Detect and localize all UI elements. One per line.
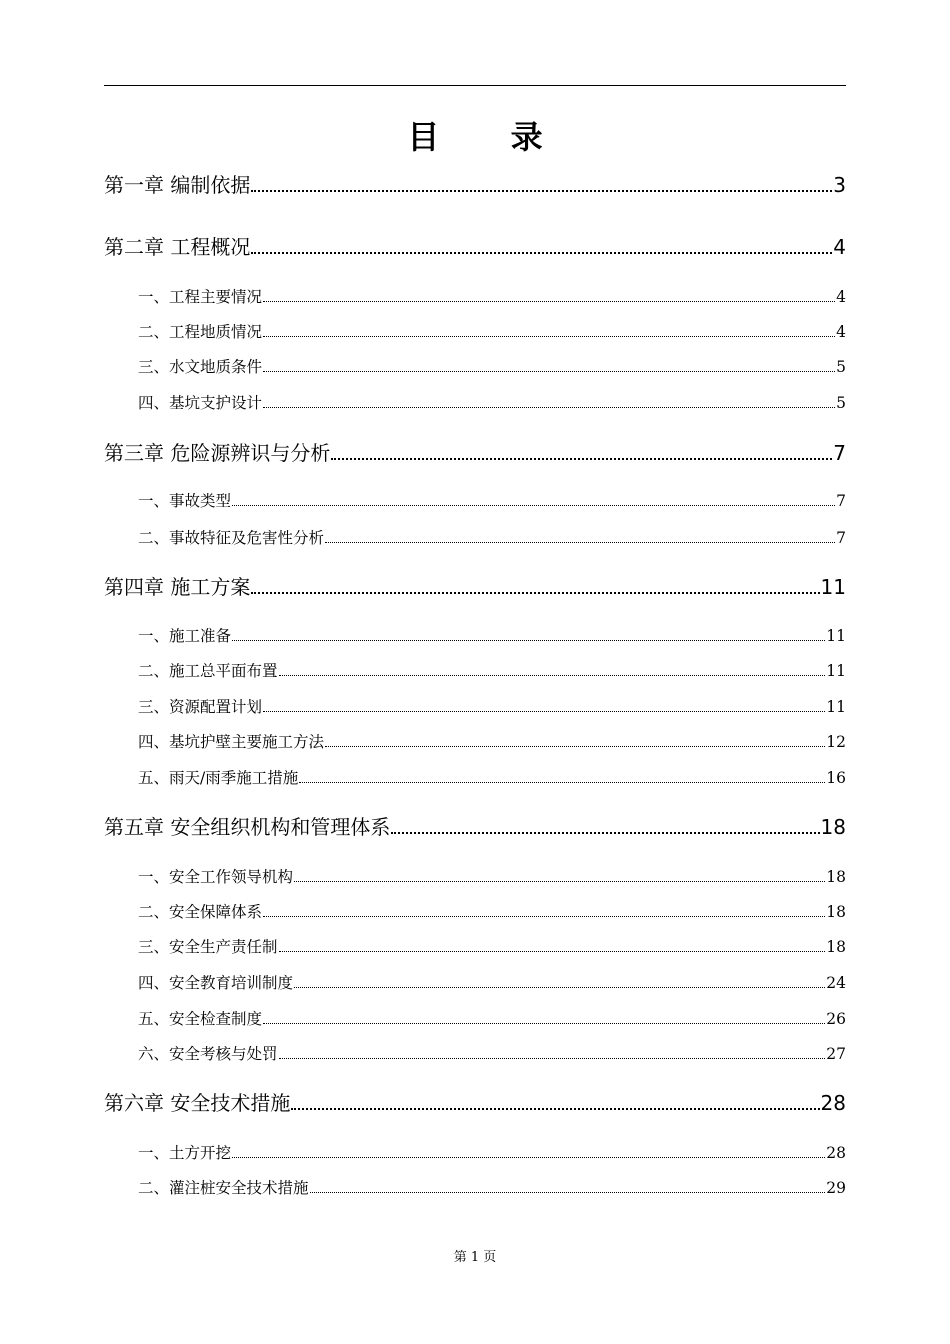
toc-entry-page: 4 (836, 288, 846, 306)
toc-entry-label: 三、水文地质条件 (138, 358, 263, 376)
toc-entry-page: 18 (826, 938, 846, 956)
toc-entry-label: 六、安全考核与处罚 (138, 1045, 278, 1063)
toc-entry-label: 第五章 安全组织机构和管理体系 (104, 815, 391, 839)
toc-dot-leader (263, 371, 835, 372)
toc-dot-leader (310, 1192, 826, 1193)
toc-dot-leader (251, 592, 819, 594)
toc-entry-page: 11 (826, 662, 846, 680)
toc-entry-page: 12 (826, 733, 846, 751)
toc-entry-label: 二、灌注桩安全技术措施 (138, 1179, 309, 1197)
toc-entry-page: 11 (826, 698, 846, 716)
page-footer: 第 1 页 (453, 1250, 497, 1265)
toc-chapter-entry[interactable] (104, 572, 846, 602)
toc-dot-leader (325, 746, 825, 747)
toc-dot-leader (232, 1157, 825, 1158)
toc-section-entry[interactable] (138, 767, 846, 789)
toc-title: 目 录 (407, 118, 573, 156)
toc-entry-page: 29 (826, 1179, 846, 1197)
toc-dot-leader (263, 1023, 825, 1024)
toc-dot-leader (251, 190, 832, 192)
toc-entry-label: 一、安全工作领导机构 (138, 868, 294, 886)
toc-entry-label: 第六章 安全技术措施 (104, 1091, 291, 1115)
toc-entry-label: 第三章 危险源辨识与分析 (104, 441, 331, 465)
toc-entry-page: 28 (820, 1091, 846, 1115)
toc-entry-page: 3 (833, 173, 846, 197)
toc-entry-label: 四、安全教育培训制度 (138, 974, 294, 992)
toc-chapter-entry[interactable] (104, 438, 846, 468)
toc-chapter-entry[interactable] (104, 170, 846, 200)
toc-entry-label: 二、施工总平面布置 (138, 662, 278, 680)
toc-entry-label: 三、安全生产责任制 (138, 938, 278, 956)
toc-section-entry[interactable] (138, 901, 846, 923)
toc-section-entry[interactable] (138, 660, 846, 682)
toc-section-entry[interactable] (138, 321, 846, 343)
toc-dot-leader (263, 711, 825, 712)
toc-entry-page: 18 (820, 815, 846, 839)
toc-entry-page: 11 (820, 575, 846, 599)
toc-entry-page: 11 (826, 627, 846, 645)
toc-dot-leader (279, 951, 826, 952)
toc-section-entry[interactable] (138, 625, 846, 647)
toc-entry-label: 一、事故类型 (138, 492, 232, 510)
toc-dot-leader (232, 640, 825, 641)
toc-dot-leader (263, 407, 835, 408)
toc-entry-label: 四、基坑护壁主要施工方法 (138, 733, 325, 751)
toc-entry-label: 三、资源配置计划 (138, 698, 263, 716)
toc-chapter-entry[interactable] (104, 812, 846, 842)
toc-entry-page: 24 (826, 974, 846, 992)
toc-entry-label: 第一章 编制依据 (104, 173, 251, 197)
toc-entry-page: 18 (826, 868, 846, 886)
toc-section-entry[interactable] (138, 731, 846, 753)
toc-entry-page: 16 (826, 769, 846, 787)
toc-section-entry[interactable] (138, 936, 846, 958)
toc-section-entry[interactable] (138, 490, 846, 512)
toc-entry-label: 第四章 施工方案 (104, 575, 251, 599)
toc-entry-page: 7 (833, 441, 846, 465)
toc-dot-leader (263, 916, 825, 917)
toc-dot-leader (291, 1108, 819, 1110)
toc-entry-label: 一、施工准备 (138, 627, 232, 645)
toc-chapter-entry[interactable] (104, 232, 846, 262)
toc-entry-page: 5 (836, 394, 846, 412)
toc-entry-label: 四、基坑支护设计 (138, 394, 263, 412)
toc-section-entry[interactable] (138, 1008, 846, 1030)
toc-dot-leader (279, 675, 826, 676)
toc-dot-leader (263, 336, 835, 337)
toc-dot-leader (263, 301, 835, 302)
toc-entry-page: 5 (836, 358, 846, 376)
toc-dot-leader (299, 782, 825, 783)
toc-section-entry[interactable] (138, 696, 846, 718)
toc-section-entry[interactable] (138, 392, 846, 414)
toc-section-entry[interactable] (138, 1142, 846, 1164)
toc-section-entry[interactable] (138, 286, 846, 308)
toc-section-entry[interactable] (138, 1177, 846, 1199)
toc-section-entry[interactable] (138, 356, 846, 378)
toc-entry-label: 五、雨天/雨季施工措施 (138, 769, 299, 787)
toc-dot-leader (279, 1058, 826, 1059)
toc-entry-label: 二、安全保障体系 (138, 903, 263, 921)
toc-entry-page: 4 (836, 323, 846, 341)
toc-dot-leader (294, 881, 825, 882)
header-rule (104, 85, 846, 86)
toc-entry-label: 一、土方开挖 (138, 1144, 232, 1162)
toc-entry-label: 二、工程地质情况 (138, 323, 263, 341)
toc-entry-label: 一、工程主要情况 (138, 288, 263, 306)
toc-entry-page: 7 (836, 492, 846, 510)
toc-entry-page: 7 (836, 529, 846, 547)
toc-section-entry[interactable] (138, 866, 846, 888)
toc-entry-label: 五、安全检查制度 (138, 1010, 263, 1028)
toc-dot-leader (251, 252, 832, 254)
toc-dot-leader (232, 505, 835, 506)
toc-dot-leader (331, 458, 832, 460)
toc-dot-leader (325, 542, 835, 543)
toc-entry-page: 4 (833, 235, 846, 259)
toc-section-entry[interactable] (138, 527, 846, 549)
toc-entry-page: 27 (826, 1045, 846, 1063)
toc-entry-label: 二、事故特征及危害性分析 (138, 529, 325, 547)
toc-entry-page: 28 (826, 1144, 846, 1162)
toc-entry-page: 18 (826, 903, 846, 921)
toc-entry-page: 26 (826, 1010, 846, 1028)
toc-dot-leader (391, 832, 819, 834)
toc-section-entry[interactable] (138, 972, 846, 994)
toc-entry-label: 第二章 工程概况 (104, 235, 251, 259)
toc-chapter-entry[interactable] (104, 1088, 846, 1118)
toc-section-entry[interactable] (138, 1043, 846, 1065)
toc-dot-leader (294, 987, 825, 988)
